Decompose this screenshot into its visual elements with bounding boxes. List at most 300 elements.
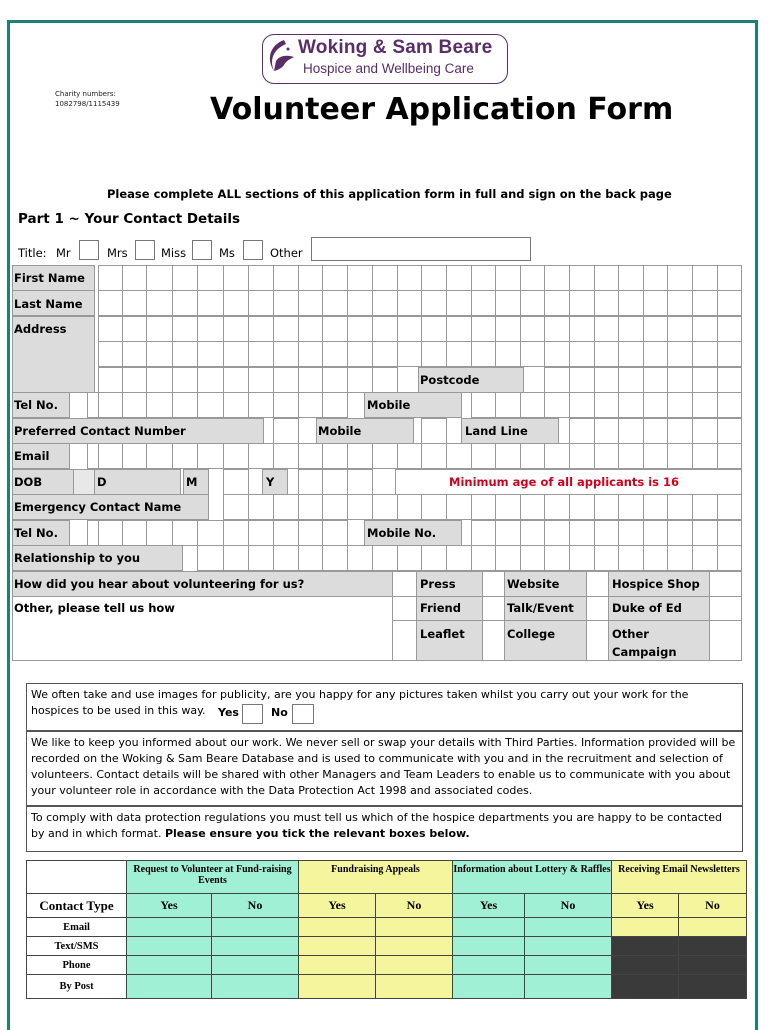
col-no: No [376, 894, 453, 918]
grid-cell [496, 291, 521, 316]
data-info-box [26, 731, 743, 806]
grid-cell [570, 546, 595, 571]
grid-cell [422, 266, 447, 291]
grid-cell [595, 393, 619, 418]
row-label-by-post: By Post [27, 975, 127, 999]
tick-cell[interactable] [299, 918, 376, 937]
source-friend: Friend [420, 601, 461, 615]
tick-cell[interactable] [127, 918, 212, 937]
image-consent-yes-label: Yes [218, 706, 239, 719]
tick-cell[interactable] [299, 956, 376, 975]
grid-cell [249, 266, 274, 291]
grid-cell [545, 266, 570, 291]
grid-cell [393, 572, 417, 597]
grid-cell [123, 521, 147, 546]
grid-cell [521, 393, 545, 418]
emergency-tel-label: Tel No. [14, 526, 58, 540]
row-label-phone: Phone [27, 956, 127, 975]
grid-cell [587, 572, 609, 597]
grid-cell [668, 444, 693, 469]
grid-cell [224, 444, 249, 469]
grid-cell [521, 266, 545, 291]
grid-cell [718, 266, 742, 291]
tick-cell[interactable] [299, 975, 376, 999]
tick-cell[interactable] [376, 956, 453, 975]
emergency-contact-label: Emergency Contact Name [14, 500, 182, 514]
grid-cell [249, 546, 274, 571]
data-info-text: We like to keep you informed about our work. We never sell or swap your details with Third Parties. Information provided will be recorded on the Woking & Sam Beare Database and is used to communicate with you and in the recruitment and selection of volunteers. Contact details will be shared with other Managers and Team Leaders to enable us to communicate with you about your volunteer role in accordance with the Data Protection Act 1998 and associated codes. [31, 736, 736, 797]
tick-cell[interactable] [127, 956, 212, 975]
tick-cell[interactable] [525, 956, 612, 975]
grid-cell [595, 342, 619, 367]
col-yes: Yes [612, 894, 679, 918]
image-consent-no-checkbox[interactable] [292, 704, 314, 724]
grid-cell [718, 291, 742, 316]
tick-cell[interactable] [299, 937, 376, 956]
image-consent-box [26, 683, 743, 731]
grid-cell [123, 342, 147, 367]
grid-cell [644, 495, 668, 520]
grid-cell [570, 495, 595, 520]
tick-cell[interactable] [453, 975, 525, 999]
grid-cell [718, 546, 742, 571]
grid-cell [74, 470, 95, 495]
grid-cell [123, 317, 147, 342]
grid-cell [88, 521, 99, 546]
grid-cell [693, 419, 718, 444]
source-website: Website [507, 577, 560, 591]
grid-cell [710, 572, 742, 597]
grid-cell [274, 266, 299, 291]
land-line-label: Land Line [465, 424, 528, 438]
grid-cell [668, 266, 693, 291]
grid-cell [521, 342, 545, 367]
grid-cell [595, 495, 619, 520]
grid-cell [348, 342, 373, 367]
grid-cell [274, 393, 299, 418]
grid-cell [224, 266, 249, 291]
grid-cell [323, 393, 348, 418]
grid-cell [693, 291, 718, 316]
grid-cell [644, 317, 668, 342]
grid-cell [274, 444, 299, 469]
grid-cell [496, 342, 521, 367]
grid-cell [348, 470, 373, 495]
grid-cell [718, 521, 742, 546]
grid-cell [587, 597, 609, 621]
grid-cell [323, 546, 348, 571]
grid-cell [693, 444, 718, 469]
other-tell-label: Other, please tell us how [14, 601, 175, 615]
grid-cell [99, 368, 123, 393]
grid-cell [545, 291, 570, 316]
grid-cell [718, 444, 742, 469]
grid-cell [198, 266, 224, 291]
grid-cell [644, 368, 668, 393]
grid-cell [323, 444, 348, 469]
grid-cell [710, 597, 742, 621]
last-name-label: Last Name [14, 297, 83, 311]
title-ms-checkbox[interactable] [243, 240, 263, 260]
grid-cell [668, 495, 693, 520]
grid-cell [595, 419, 619, 444]
grid-cell [274, 317, 299, 342]
grid-cell [123, 393, 147, 418]
grid-cell [398, 291, 422, 316]
image-consent-text: We often take and use images for publicity, are you happy for any pictures taken whilst you carry out your work for the hospices to be used in this way. [31, 688, 689, 717]
grid-cell [545, 546, 570, 571]
grid-cell [718, 393, 742, 418]
grid-cell [323, 317, 348, 342]
grid-cell [595, 444, 619, 469]
grid-cell [373, 444, 398, 469]
disabled-cell [612, 956, 679, 975]
grid-cell [595, 291, 619, 316]
grid-cell [668, 368, 693, 393]
grid-cell [299, 470, 323, 495]
address-label: Address [14, 322, 67, 336]
grid-cell [644, 546, 668, 571]
grid-cell [123, 368, 147, 393]
grid-cell [299, 521, 323, 546]
grid-cell [619, 342, 644, 367]
data-protection-text: To comply with data protection regulations you must tell us which of the hospice departments you are happy to be contacted by and in which format. [31, 811, 722, 840]
contact-type-label: Contact Type [27, 894, 127, 918]
grid-cell [99, 444, 123, 469]
grid-cell [644, 419, 668, 444]
grid-cell [710, 621, 742, 661]
grid-cell [224, 521, 249, 546]
section-heading-part1: Part 1 ~ Your Contact Details [18, 211, 241, 227]
grid-cell [718, 317, 742, 342]
grid-cell [668, 546, 693, 571]
tick-cell[interactable] [453, 956, 525, 975]
disabled-cell [679, 956, 747, 975]
tick-cell[interactable] [212, 918, 299, 937]
grid-cell [718, 495, 742, 520]
grid-cell [147, 266, 173, 291]
tel-no-label: Tel No. [14, 398, 58, 412]
grid-cell [398, 444, 422, 469]
grid-cell [619, 266, 644, 291]
grid-cell [198, 342, 224, 367]
grid-cell [249, 521, 274, 546]
grid-cell [147, 368, 173, 393]
tick-cell[interactable] [679, 918, 747, 937]
grid-cell [398, 546, 422, 571]
disabled-cell [612, 975, 679, 999]
grid-cell [299, 368, 323, 393]
grid-cell [521, 317, 545, 342]
grid-cell [198, 393, 224, 418]
disabled-cell [612, 937, 679, 956]
header-fundraising-appeals: Fundraising Appeals [299, 861, 453, 894]
tick-cell[interactable] [212, 956, 299, 975]
row-label-text-sms: Text/SMS [27, 937, 127, 956]
grid-cell [274, 368, 299, 393]
grid-cell [619, 317, 644, 342]
grid-cell [521, 444, 545, 469]
grid-cell [718, 368, 742, 393]
grid-cell [483, 572, 505, 597]
preferred-mobile-label: Mobile [318, 424, 362, 438]
grid-cell [373, 266, 398, 291]
tick-cell[interactable] [612, 918, 679, 937]
grid-cell [472, 393, 496, 418]
grid-cell [249, 342, 274, 367]
grid-cell [373, 317, 398, 342]
grid-cell [693, 368, 718, 393]
grid-cell [398, 266, 422, 291]
grid-cell [323, 470, 348, 495]
tick-cell[interactable] [212, 975, 299, 999]
grid-cell [173, 342, 198, 367]
grid-cell [249, 291, 274, 316]
grid-cell [224, 470, 249, 495]
charity-numbers: Charity numbers: 1082798/1115439 [55, 90, 120, 108]
grid-cell [595, 266, 619, 291]
grid-cell [693, 495, 718, 520]
grid-cell [422, 495, 447, 520]
tick-cell[interactable] [525, 937, 612, 956]
grid-cell [173, 444, 198, 469]
source-duke-of-ed: Duke of Ed [612, 601, 682, 615]
source-talk-event: Talk/Event [507, 601, 574, 615]
image-consent-yes-checkbox[interactable] [242, 704, 263, 724]
grid-cell [595, 546, 619, 571]
grid-cell [299, 393, 323, 418]
grid-cell [718, 342, 742, 367]
source-campaign: Campaign [612, 645, 677, 659]
grid-cell [619, 546, 644, 571]
grid-cell [348, 291, 373, 316]
minimum-age-note: Minimum age of all applicants is 16 [449, 475, 680, 489]
header-lottery-raffles: Information about Lottery & Raffles [453, 861, 612, 894]
grid-cell [198, 368, 224, 393]
grid-cell [447, 495, 472, 520]
grid-cell [496, 317, 521, 342]
grid-cell [299, 317, 323, 342]
col-yes: Yes [453, 894, 525, 918]
grid-cell [348, 368, 373, 393]
source-leaflet: Leaflet [420, 627, 465, 641]
grid-cell [274, 342, 299, 367]
tick-cell[interactable] [453, 937, 525, 956]
grid-cell [570, 317, 595, 342]
grid-cell [619, 368, 644, 393]
grid-cell [422, 546, 447, 571]
disabled-cell [679, 937, 747, 956]
grid-cell [323, 495, 348, 520]
grid-cell [447, 342, 472, 367]
tick-cell[interactable] [376, 937, 453, 956]
tick-cell[interactable] [376, 918, 453, 937]
grid-cell [644, 444, 668, 469]
grid-cell [147, 342, 173, 367]
mobile-label: Mobile [367, 398, 411, 412]
grid-cell [422, 419, 447, 444]
grid-cell [570, 393, 595, 418]
grid-cell [644, 291, 668, 316]
source-college: College [507, 627, 556, 641]
grid-cell [249, 495, 274, 520]
grid-cell [496, 521, 521, 546]
grid-cell [274, 546, 299, 571]
grid-cell [472, 521, 496, 546]
title-other-field[interactable] [311, 237, 531, 261]
grid-cell [224, 342, 249, 367]
title-miss-label: Miss [161, 246, 187, 260]
col-yes: Yes [299, 894, 376, 918]
grid-cell [422, 342, 447, 367]
grid-cell [693, 266, 718, 291]
grid-cell [393, 597, 417, 621]
dob-month-label: M [186, 475, 198, 489]
grid-cell [323, 521, 348, 546]
grid-cell [644, 342, 668, 367]
grid-cell [147, 521, 173, 546]
grid-cell [496, 444, 521, 469]
grid-cell [173, 393, 198, 418]
grid-cell [88, 393, 99, 418]
page-title: Volunteer Application Form [210, 92, 674, 127]
row-label-email: Email [27, 918, 127, 937]
title-label: Title: [18, 246, 47, 260]
tick-cell[interactable] [525, 918, 612, 937]
grid-cell [570, 368, 595, 393]
grid-cell [173, 266, 198, 291]
source-hospice-shop: Hospice Shop [612, 577, 700, 591]
title-mrs-checkbox[interactable] [135, 240, 155, 260]
title-mrs-label: Mrs [107, 246, 128, 260]
grid-cell [483, 621, 505, 661]
tick-cell[interactable] [212, 937, 299, 956]
source-other: Other [612, 627, 649, 641]
grid-cell [274, 291, 299, 316]
data-protection-bold-text: Please ensure you tick the relevant boxes below. [164, 827, 470, 840]
grid-cell [447, 266, 472, 291]
grid-cell [693, 393, 718, 418]
tick-cell[interactable] [376, 975, 453, 999]
grid-cell [323, 342, 348, 367]
grid-cell [299, 546, 323, 571]
title-miss-checkbox[interactable] [192, 240, 212, 260]
title-ms-label: Ms [219, 246, 235, 260]
grid-cell [619, 495, 644, 520]
image-consent-no-label: No [271, 706, 288, 719]
grid-cell [99, 266, 123, 291]
grid-cell [545, 393, 570, 418]
grid-cell [496, 495, 521, 520]
grid-cell [447, 444, 472, 469]
grid-cell [198, 317, 224, 342]
data-protection-box [26, 806, 743, 852]
grid-cell [521, 495, 545, 520]
grid-cell [595, 317, 619, 342]
grid-cell [88, 444, 99, 469]
grid-cell [483, 597, 505, 621]
tick-cell[interactable] [127, 937, 212, 956]
grid-cell [570, 444, 595, 469]
grid-cell [249, 393, 274, 418]
grid-cell [668, 317, 693, 342]
grid-cell [173, 317, 198, 342]
tick-cell[interactable] [127, 975, 212, 999]
dob-label: DOB [14, 475, 43, 489]
grid-cell [249, 444, 274, 469]
grid-cell [274, 521, 299, 546]
grid-cell [644, 266, 668, 291]
grid-cell [198, 521, 224, 546]
grid-cell [348, 495, 373, 520]
grid-cell [123, 444, 147, 469]
how-hear-label: How did you hear about volunteering for us? [14, 577, 305, 591]
grid-cell [373, 495, 398, 520]
grid-cell [619, 393, 644, 418]
grid-cell [348, 317, 373, 342]
grid-cell [718, 419, 742, 444]
grid-cell [693, 317, 718, 342]
grid-cell [447, 317, 472, 342]
col-no: No [679, 894, 747, 918]
preferred-contact-label: Preferred Contact Number [14, 424, 186, 438]
dob-day-label: D [97, 475, 107, 489]
grid-cell [173, 521, 198, 546]
source-press: Press [420, 577, 456, 591]
grid-cell [472, 444, 496, 469]
grid-cell [99, 342, 123, 367]
grid-cell [198, 291, 224, 316]
grid-cell [496, 546, 521, 571]
emergency-mobile-label: Mobile No. [367, 526, 437, 540]
grid-cell [570, 419, 595, 444]
contact-preference-table [26, 860, 747, 999]
grid-cell [545, 444, 570, 469]
title-other-label: Other [270, 246, 303, 260]
logo-tagline: Hospice and Wellbeing Care [303, 61, 474, 76]
grid-cell [398, 495, 422, 520]
grid-cell [668, 521, 693, 546]
instruction-text: Please complete ALL sections of this application form in full and sign on the back page [107, 187, 672, 201]
grid-cell [147, 393, 173, 418]
grid-cell [472, 266, 496, 291]
grid-cell [422, 317, 447, 342]
grid-cell [496, 266, 521, 291]
grid-cell [348, 444, 373, 469]
grid-cell [123, 266, 147, 291]
grid-cell [198, 444, 224, 469]
dob-year-label: Y [266, 475, 275, 489]
dove-logo-icon [264, 37, 298, 79]
grid-cell [693, 521, 718, 546]
grid-cell [521, 521, 545, 546]
grid-cell [373, 342, 398, 367]
grid-cell [619, 444, 644, 469]
col-yes: Yes [127, 894, 212, 918]
grid-cell [668, 342, 693, 367]
tick-cell[interactable] [525, 975, 612, 999]
tick-cell[interactable] [453, 918, 525, 937]
grid-cell [299, 266, 323, 291]
col-no: No [525, 894, 612, 918]
grid-cell [323, 291, 348, 316]
grid-cell [348, 546, 373, 571]
grid-cell [545, 368, 570, 393]
title-mr-checkbox[interactable] [79, 240, 99, 260]
grid-cell [99, 317, 123, 342]
grid-cell [224, 368, 249, 393]
grid-cell [224, 317, 249, 342]
